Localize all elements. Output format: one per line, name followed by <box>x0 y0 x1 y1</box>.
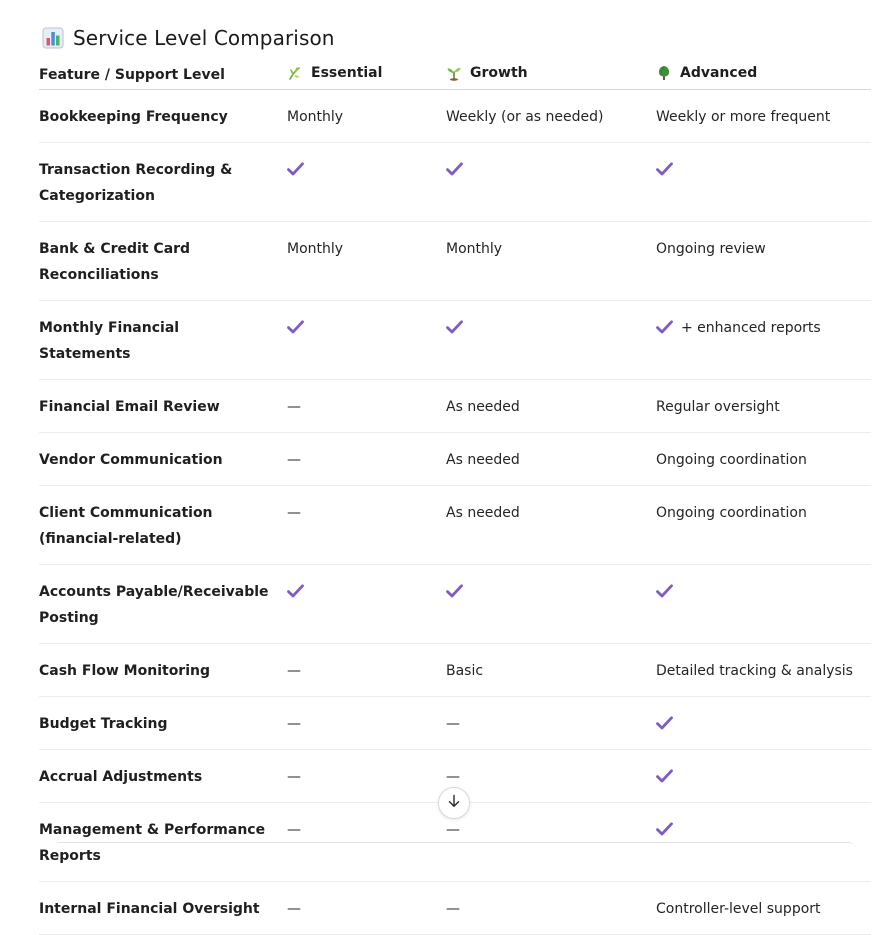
cell-text: Ongoing coordination <box>656 452 807 468</box>
table-row <box>39 565 871 644</box>
herb-icon <box>287 65 303 81</box>
cell-growth <box>446 750 656 803</box>
checkmark-icon <box>656 320 673 334</box>
table-row <box>39 882 871 935</box>
dash-placeholder: — <box>446 822 460 838</box>
checkmark-icon <box>287 320 304 334</box>
cell-advanced <box>656 750 871 803</box>
feature-name: Cash Flow Monitoring <box>39 644 287 697</box>
cell-essential <box>287 882 446 935</box>
cell-essential <box>287 90 446 143</box>
cell-growth <box>446 143 656 222</box>
cell-advanced <box>656 433 871 486</box>
feature-name: Accrual Adjustments <box>39 750 287 803</box>
dash-placeholder: — <box>287 769 301 785</box>
checkmark-icon <box>446 584 463 598</box>
cell-advanced <box>656 222 871 301</box>
feature-name: Financial Email Review <box>39 380 287 433</box>
dash-placeholder: — <box>287 716 301 732</box>
cell-growth <box>446 882 656 935</box>
cell-growth <box>446 222 656 301</box>
arrow-down-icon <box>446 793 462 813</box>
table-row <box>39 433 871 486</box>
column-header-feature: Feature / Support Level <box>39 60 287 90</box>
cell-growth <box>446 697 656 750</box>
cell-advanced <box>656 644 871 697</box>
cell-text: As needed <box>446 452 520 468</box>
cell-essential <box>287 301 446 380</box>
cell-growth <box>446 90 656 143</box>
checkmark-icon <box>656 716 673 730</box>
table-row <box>39 222 871 301</box>
checkmark-icon <box>287 584 304 598</box>
cell-essential <box>287 222 446 301</box>
scroll-to-bottom-button[interactable] <box>438 787 470 819</box>
column-header-advanced: Advanced <box>656 60 871 90</box>
cell-essential <box>287 143 446 222</box>
cell-text: Ongoing coordination <box>656 505 807 521</box>
cell-text: Monthly <box>287 241 344 257</box>
dash-placeholder: — <box>446 769 460 785</box>
dash-placeholder: — <box>287 822 301 838</box>
cell-growth <box>446 565 656 644</box>
checkmark-icon <box>656 769 673 783</box>
dash-placeholder: — <box>446 716 460 732</box>
checkmark-icon <box>287 162 304 176</box>
cell-advanced <box>656 380 871 433</box>
page-title: Service Level Comparison <box>73 26 335 50</box>
cell-essential <box>287 750 446 803</box>
cell-growth <box>446 644 656 697</box>
dash-placeholder: — <box>287 505 301 521</box>
cell-essential <box>287 697 446 750</box>
cell-essential <box>287 565 446 644</box>
checkmark-icon <box>656 162 673 176</box>
cell-text: Regular oversight <box>656 399 780 415</box>
table-row <box>39 486 871 565</box>
table-header-row <box>39 60 871 90</box>
table-row <box>39 380 871 433</box>
cell-advanced <box>656 143 871 222</box>
cell-text: Monthly <box>446 241 503 257</box>
table-row <box>39 644 871 697</box>
tree-icon <box>656 65 672 81</box>
column-header-growth: Growth <box>446 60 656 90</box>
feature-name: Bookkeeping Frequency <box>39 90 287 143</box>
dash-placeholder: — <box>287 901 301 917</box>
checkmark-icon <box>656 584 673 598</box>
cell-text: + enhanced reports <box>681 320 821 336</box>
cell-text: Detailed tracking & analysis <box>656 663 853 679</box>
bar-chart-icon <box>42 27 64 49</box>
cell-growth <box>446 380 656 433</box>
cell-advanced <box>656 90 871 143</box>
section-heading <box>42 24 335 52</box>
feature-name: Accounts Payable/Receivable Posting <box>39 565 287 644</box>
cell-advanced <box>656 301 871 380</box>
cell-advanced <box>656 882 871 935</box>
cell-essential <box>287 433 446 486</box>
feature-name: Monthly Financial Statements <box>39 301 287 380</box>
cell-text: As needed <box>446 399 520 415</box>
seedling-icon <box>446 65 462 81</box>
cell-text: Ongoing review <box>656 241 766 257</box>
feature-name: Transaction Recording & Categorization <box>39 143 287 222</box>
cell-text: Monthly <box>287 109 344 125</box>
feature-name: Vendor Communication <box>39 433 287 486</box>
table-row <box>39 697 871 750</box>
feature-name: Management & Performance Reports <box>39 803 287 882</box>
composer-edge <box>55 842 854 847</box>
cell-growth <box>446 301 656 380</box>
dash-placeholder: — <box>287 399 301 415</box>
table-row <box>39 301 871 380</box>
cell-text: Weekly or more frequent <box>656 109 831 125</box>
cell-text: As needed <box>446 505 520 521</box>
checkmark-icon <box>446 320 463 334</box>
cell-text: Basic <box>446 663 484 679</box>
feature-name: Client Communication (financial-related) <box>39 486 287 565</box>
cell-growth <box>446 433 656 486</box>
dash-placeholder: — <box>287 663 301 679</box>
cell-text: Weekly (or as needed) <box>446 109 604 125</box>
cell-advanced <box>656 697 871 750</box>
dash-placeholder: — <box>287 452 301 468</box>
cell-text: Controller-level support <box>656 901 821 917</box>
table-row <box>39 143 871 222</box>
cell-essential <box>287 486 446 565</box>
cell-essential <box>287 644 446 697</box>
table-row <box>39 90 871 143</box>
feature-name: Budget Tracking <box>39 697 287 750</box>
checkmark-icon <box>446 162 463 176</box>
cell-advanced <box>656 486 871 565</box>
cell-advanced <box>656 565 871 644</box>
cell-growth <box>446 486 656 565</box>
feature-name: Bank & Credit Card Reconciliations <box>39 222 287 301</box>
checkmark-icon <box>656 822 673 836</box>
cell-essential <box>287 380 446 433</box>
dash-placeholder: — <box>446 901 460 917</box>
column-header-essential: Essential <box>287 60 446 90</box>
feature-name: Internal Financial Oversight <box>39 882 287 935</box>
